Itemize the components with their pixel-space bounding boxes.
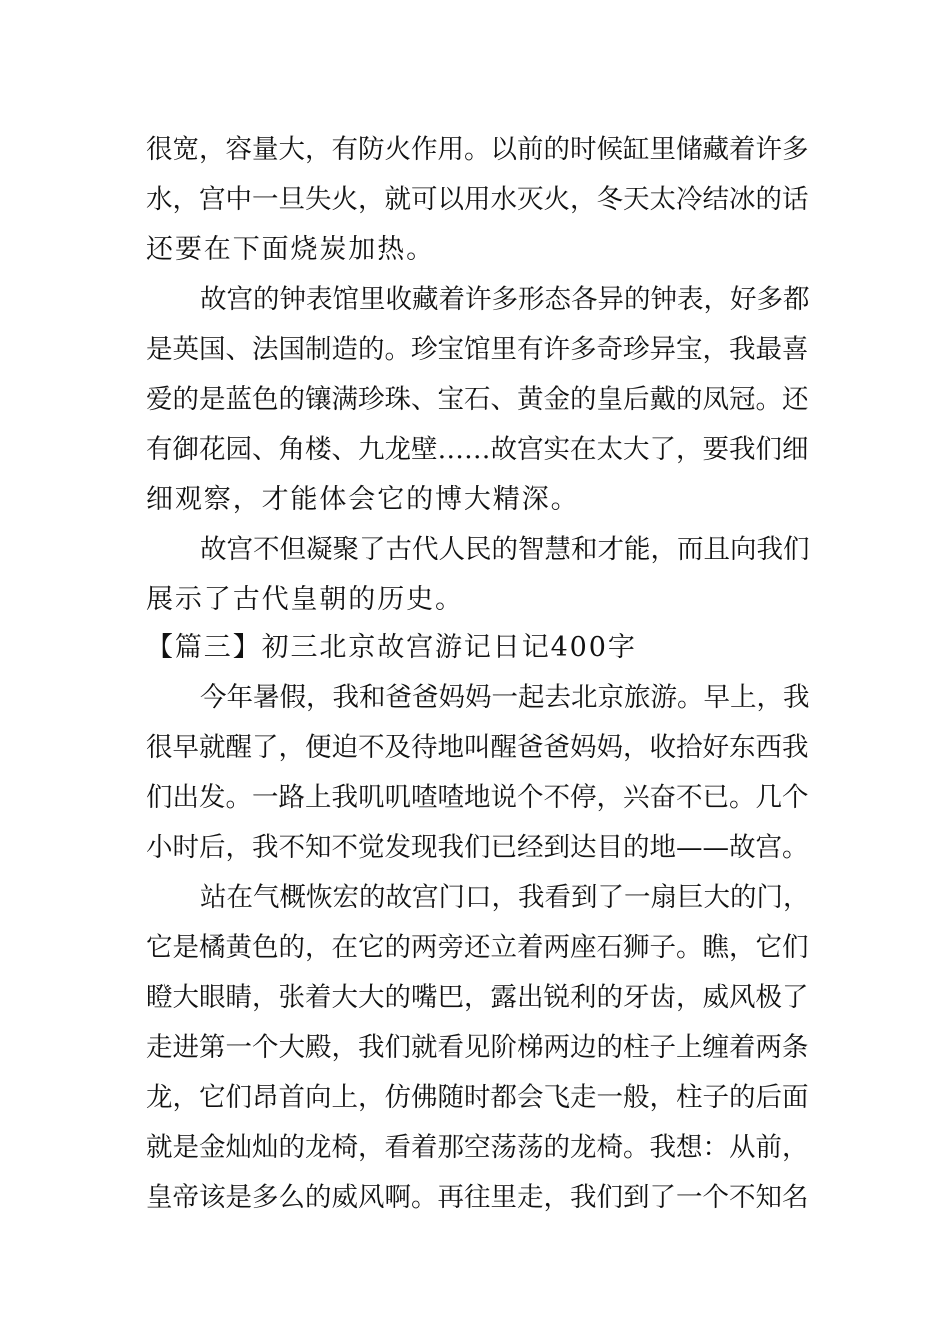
text-line: 皇帝该是多么的威风啊。再往里走，我们到了一个不知名 [146,1182,809,1213]
text-line: 小时后，我不知不觉发现我们已经到达目的地——故宫。 [146,832,809,863]
text-line: 走进第一个大殿，我们就看见阶梯两边的柱子上缠着两条 [146,1032,809,1063]
text-line: 瞪大眼睛，张着大大的嘴巴，露出锐利的牙齿，威风极了 [146,982,809,1013]
section-heading: 【篇三】初三北京故宫游记日记400字 [146,632,637,663]
text-line: 是英国、法国制造的。珍宝馆里有许多奇珍异宝，我最喜 [146,334,809,365]
text-line: 很早就醒了，便迫不及待地叫醒爸爸妈妈，收拾好东西我 [146,732,809,763]
paragraph-start-line: 故宫不但凝聚了古代人民的智慧和才能，而且向我们 [200,534,810,565]
text-line: 细观察，才能体会它的博大精深。 [146,484,580,515]
paragraph-start-line: 今年暑假，我和爸爸妈妈一起去北京旅游。早上，我 [200,682,810,713]
text-line: 们出发。一路上我叽叽喳喳地说个不停，兴奋不已。几个 [146,782,809,813]
text-line: 它是橘黄色的，在它的两旁还立着两座石狮子。瞧，它们 [146,932,809,963]
paragraph-start-line: 故宫的钟表馆里收藏着许多形态各异的钟表，好多都 [200,284,810,315]
text-line: 水，宫中一旦失火，就可以用水灭火，冬天太冷结冰的话 [146,184,809,215]
text-line: 龙，它们昂首向上，仿佛随时都会飞走一般，柱子的后面 [146,1082,809,1113]
paragraph-start-line: 站在气概恢宏的故宫门口，我看到了一扇巨大的门， [200,882,810,913]
text-line: 有御花园、角楼、九龙壁……故宫实在太大了，要我们细 [146,434,809,465]
text-line: 展示了古代皇朝的历史。 [146,584,464,615]
text-line: 很宽，容量大，有防火作用。以前的时候缸里储藏着许多 [146,134,809,165]
text-line: 还要在下面烧炭加热。 [146,234,435,265]
text-line: 就是金灿灿的龙椅，看着那空荡荡的龙椅。我想：从前， [146,1132,809,1163]
text-line: 爱的是蓝色的镶满珍珠、宝石、黄金的皇后戴的凤冠。还 [146,384,809,415]
